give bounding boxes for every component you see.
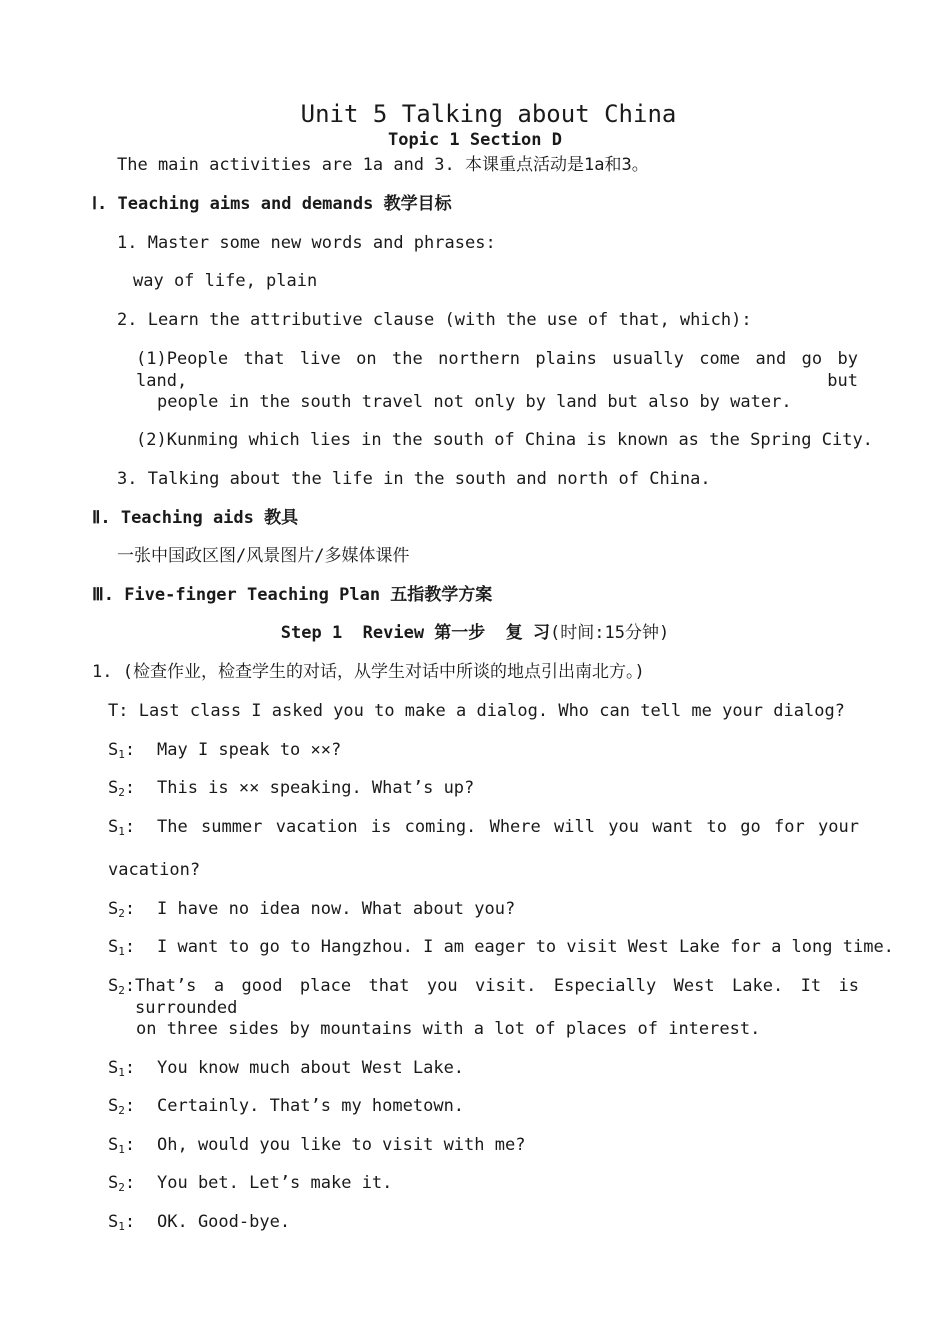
aim-item-2-example-1-line-2: people in the south travel not only by land but also by water. <box>157 392 792 412</box>
review-point-1: 1. (检查作业，检查学生的对话，从学生对话中所谈的地点引出南北方。) <box>92 662 645 682</box>
dialog-line: $S_1$: The summer vacation is coming. Where will you want to go for your <box>108 817 859 838</box>
aim-item-1: 1. Master some new words and phrases: <box>117 233 496 253</box>
dialog-line: $S_2$: Certainly. That’s my hometown. <box>108 1096 465 1117</box>
document-title: Unit 5 Talking about China <box>300 100 677 128</box>
dialog-line: $S_1$: You know much about West Lake. <box>108 1058 465 1079</box>
speaker-label: $S_1$: <box>108 817 136 838</box>
aim-item-3: 3. Talking about the life in the south and north of China. <box>117 469 711 489</box>
teacher-line: T: Last class I asked you to make a dialog. Who can tell me your dialog? <box>108 701 845 721</box>
dialog-line: $S_2:That’s$ a good place that you visit. Especially West Lake. It is surrounded <box>108 976 859 1018</box>
dialog-line: $S_1$: Oh, would you like to visit with me? <box>108 1135 526 1156</box>
dialog-line: $S_2$: I have no idea now. What about you? <box>108 899 516 920</box>
speaker-label: $S_2$: <box>108 1096 136 1117</box>
teaching-aids-content: 一张中国政区图/风景图片/多媒体课件 <box>117 546 410 566</box>
aim-item-1-words: way of life, plain <box>133 271 318 291</box>
speaker-label: $S_1$: <box>108 1212 136 1233</box>
dialog-line-continued: on three sides by mountains with a lot of places of interest. <box>136 1019 761 1039</box>
speaker-label: $S_2$: <box>108 778 136 799</box>
dialog-line: $S_1$: OK. Good-bye. <box>108 1212 291 1233</box>
dialog-line: $S_1$: May I speak to ××? <box>108 740 342 761</box>
section-heading-plan: Ⅲ. Five-finger Teaching Plan 五指教学方案 <box>92 585 493 605</box>
step-1-time: (时间:15分钟) <box>550 623 670 643</box>
step-1-heading <box>0 622 950 644</box>
section-heading-aims: Ⅰ. Teaching aims and demands 教学目标 <box>92 194 452 214</box>
intro-text: The main activities are 1a and 3. 本课重点活动是1a和3。 <box>117 155 649 175</box>
speaker-label: $S_1$: <box>108 937 136 958</box>
speaker-label: $S_1$: <box>108 740 136 761</box>
step-1-label: Step 1 Review 第一步 复 习 <box>280 623 551 643</box>
dialog-line: $S_2$: You bet. Let’s make it. <box>108 1173 393 1194</box>
speaker-label: $S_1$: <box>108 1058 136 1079</box>
dialog-line-continued: vacation? <box>108 860 201 880</box>
aim-item-2: 2. Learn the attributive clause (with the use of that, which): <box>117 310 752 330</box>
aim-item-2-example-1-line-1: (1)People that live on the northern plains usually come and go by land, but <box>136 349 858 391</box>
aim-item-2-example-2: (2)Kunming which lies in the south of China is known as the Spring City. <box>136 430 873 450</box>
dialog-line: $S_1$: I want to go to Hangzhou. I am eager to visit West Lake for a long time. <box>108 937 894 958</box>
speaker-label: $S_1$: <box>108 1135 136 1156</box>
speaker-label: $S_2$: <box>108 976 136 997</box>
document-subtitle: Topic 1 Section D <box>388 130 562 150</box>
section-heading-aids: Ⅱ. Teaching aids 教具 <box>92 508 299 528</box>
speaker-label: $S_2$: <box>108 899 136 920</box>
speaker-label: $S_2$: <box>108 1173 136 1194</box>
dialog-line: $S_2$: This is ×× speaking. What’s up? <box>108 778 475 799</box>
